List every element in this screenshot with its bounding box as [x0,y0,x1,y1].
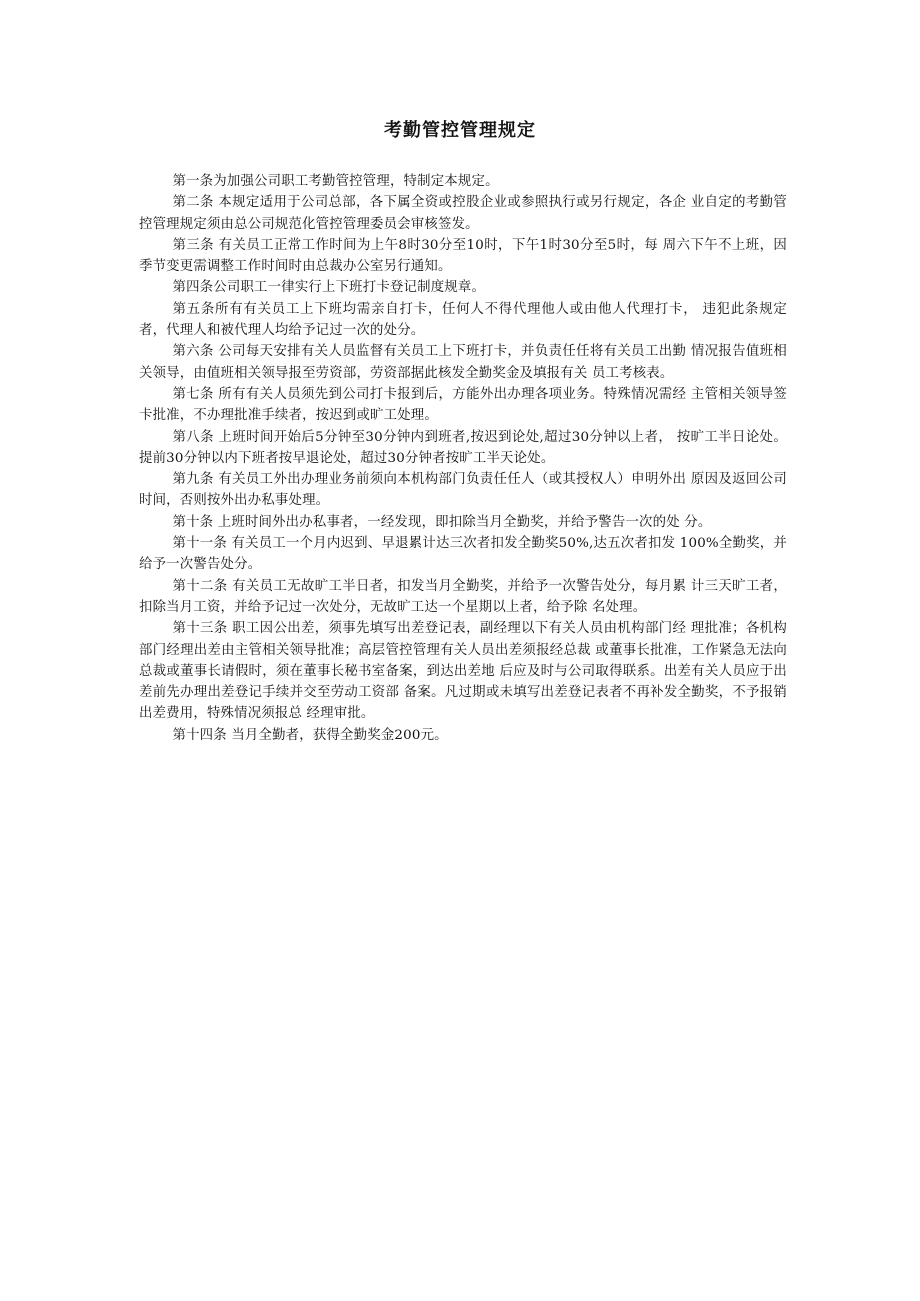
article-4: 第四条公司职工一律实行上下班打卡登记制度规章。 [172,280,486,296]
article-2: 第二条 本规定适用于公司总部，各下属全资或控股企业或参照执行或另行规定，各企 业自定的考勤管控管理规定须由总公司规范化管控管理委员会审核签发。 [139,195,787,232]
document-body [139,171,787,746]
article-13: 第十三条 职工因公出差，须事先填写出差登记表，副经理以下有关人员由机构部门经 理批准；各机构部门经理出差由主管相关领导批准；高层管控管理有关人员出差须报经总裁 或董事长批准，工作紧急无法向总裁或董事长请假时，须在董事长秘书室备案，到达出差地 后应及时与公司取得联系。出差有关人员应于出差前先办理出差登记手续并交至劳动工资部 备案。凡过期或未填写出差登记表者不再补发全勤奖，不予报销出差费用，特殊情况须报总 经理审批。 [139,621,787,722]
article-6: 第六条 公司每天安排有关人员监督有关员工上下班打卡，并负责任任将有关员工出勤 情况报告值班相关领导，由值班相关领导报至劳资部，劳资部据此核发全勤奖金及填报有关 员工考核表。 [139,344,787,381]
article-10: 第十条 上班时间外出办私事者，一经发现，即扣除当月全勤奖，并给予警告一次的处 分。 [172,514,712,530]
article-14: 第十四条 当月全勤者，获得全勤奖金200元。 [172,727,448,743]
article-3: 第三条 有关员工正常工作时间为上午8时30分至10时，下午1时30分至5时，每 周六下午不上班，因季节变更需调整工作时间时由总裁办公室另行通知。 [139,237,787,275]
article-12: 第十二条 有关员工无故旷工半日者，扣发当月全勤奖，并给予一次警告处分，每月累 计三天旷工者，扣除当月工资，并给予记过一次处分，无故旷工达一个星期以上者，给予除 名处理。 [139,578,787,615]
article-1: 第一条为加强公司职工考勤管控管理，特制定本规定。 [172,174,499,189]
article-11: 第十一条 有关员工一个月内迟到、早退累计达三次者扣发全勤奖50%,达五次者扣发 100%全勤奖，并给予一次警告处分。 [139,536,787,573]
article-9: 第九条 有关员工外出办理业务前须向本机构部门负责任任人（或其授权人）申明外出 原因及返回公司时间，否则按外出办私事处理。 [139,472,787,509]
article-7: 第七条 所有有关人员须先到公司打卡报到后，方能外出办理各项业务。特殊情况需经 主管相关领导签卡批准，不办理批准手续者，按迟到或旷工处理。 [139,386,787,424]
article-5: 第五条所有有关员工上下班均需亲自打卡，任何人不得代理他人或由他人代理打卡， 违犯此条规定者，代理人和被代理人均给予记过一次的处分。 [139,301,787,339]
document-title: 考勤管控管理规定 [384,120,536,141]
article-8: 第八条 上班时间开始后5分钟至30分钟内到班者,按迟到论处,超过30分钟以上者， 按旷工半日论处。提前30分钟以内下班者按早退论处，超过30分钟者按旷工半天论处。 [139,429,787,466]
